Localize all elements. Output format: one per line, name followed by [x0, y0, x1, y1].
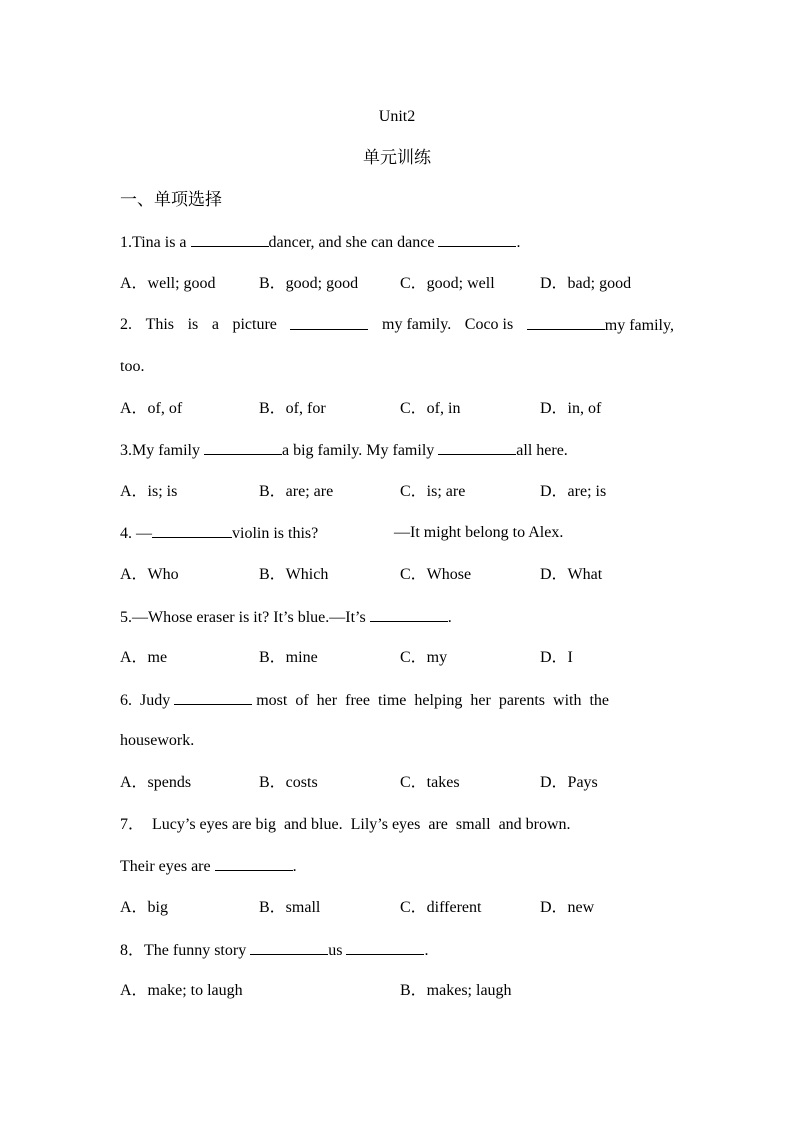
q4-text-2: violin is this? — [232, 525, 319, 542]
q7-option-b: B．small — [259, 899, 321, 916]
q5-option-c: C．my — [400, 649, 448, 666]
q5-option-b: B．mine — [259, 649, 318, 666]
q4-option-a: A．Who — [120, 566, 179, 583]
q4-option-c: C．Whose — [400, 566, 472, 583]
q3-option-a: A．is; is — [120, 483, 178, 500]
q7-text-1: Their eyes are — [120, 858, 211, 875]
q5-option-a: A．me — [120, 649, 168, 666]
question-7: 7． Lucy’s eyes are big and blue. Lily’s eyes are small and brown. — [120, 816, 571, 833]
q4-answer-line: —It might belong to Alex. — [394, 524, 564, 541]
q3-blank-2 — [438, 440, 516, 455]
q6-continuation: housework. — [120, 732, 195, 749]
question-6 — [120, 690, 674, 711]
page-subtitle: 单元训练 — [363, 148, 431, 167]
question-1 — [120, 232, 520, 253]
q8-text-1: 8．The funny story — [120, 942, 247, 959]
q6-option-c: C．takes — [400, 774, 460, 791]
q7-continuation — [120, 856, 297, 877]
q4-text-1: 4. — — [120, 525, 152, 542]
q2-word: 2. — [120, 316, 132, 333]
q8-option-b: B．makes; laugh — [400, 982, 512, 999]
q2-text-end: my family, — [604, 317, 674, 334]
q8-text-3: . — [424, 942, 429, 959]
q2-option-d: D．in, of — [540, 400, 602, 417]
q1-text-3: . — [516, 234, 521, 251]
q1-option-c: C．good; well — [400, 275, 495, 292]
q3-text-2: a big family. My family — [282, 442, 435, 459]
q6-option-a: A．spends — [120, 774, 192, 791]
question-4 — [120, 523, 318, 544]
q7-text-2: . — [292, 858, 297, 875]
q3-option-c: C．is; are — [400, 483, 466, 500]
q1-option-a: A．well; good — [120, 275, 216, 292]
q2-word: This — [145, 316, 175, 333]
page-title: Unit2 — [378, 108, 416, 125]
question-3 — [120, 440, 568, 461]
q7-option-d: D．new — [540, 899, 595, 916]
q2-text-mid: my family. — [382, 316, 452, 333]
q7-blank — [215, 856, 293, 871]
q4-option-d: D．What — [540, 566, 603, 583]
q5-option-d: D．I — [540, 649, 573, 666]
q7-option-c: C．different — [400, 899, 482, 916]
q5-blank — [370, 607, 448, 622]
question-2 — [120, 315, 674, 336]
q1-option-b: B．good; good — [259, 275, 359, 292]
q2-word: picture — [232, 316, 277, 333]
q1-text-1: 1.Tina is a — [120, 234, 187, 251]
q2-blank-2 — [527, 315, 605, 330]
q7-option-a: A．big — [120, 899, 169, 916]
section-heading: 一、单项选择 — [120, 190, 222, 209]
q2-option-b: B．of, for — [259, 400, 326, 417]
q6-blank — [174, 690, 252, 705]
q3-blank-1 — [204, 440, 282, 455]
q2-text-coco: Coco is — [464, 316, 514, 333]
question-5 — [120, 607, 452, 628]
q2-blank-1 — [290, 315, 368, 330]
q6-text-2: most of her free time helping her parents with the — [256, 692, 610, 709]
q3-option-b: B．are; are — [259, 483, 334, 500]
q2-option-a: A．of, of — [120, 400, 183, 417]
q1-blank-2 — [438, 232, 516, 247]
q5-text-2: . — [447, 609, 452, 626]
q1-blank-1 — [191, 232, 269, 247]
q8-blank-2 — [346, 940, 424, 955]
q3-option-d: D．are; is — [540, 483, 607, 500]
question-8 — [120, 940, 428, 961]
q4-option-b: B．Which — [259, 566, 329, 583]
q4-blank — [152, 523, 232, 538]
q2-word: a — [211, 316, 219, 333]
q2-continuation: too. — [120, 358, 145, 375]
q6-text-1: 6. Judy — [120, 692, 171, 709]
q1-option-d: D．bad; good — [540, 275, 632, 292]
q8-text-2: us — [328, 942, 343, 959]
q8-blank-1 — [250, 940, 328, 955]
q2-word: is — [187, 316, 199, 333]
q2-option-c: C．of, in — [400, 400, 461, 417]
q6-option-d: D．Pays — [540, 774, 598, 791]
q3-text-3: all here. — [516, 442, 568, 459]
q3-text-1: 3.My family — [120, 442, 200, 459]
q1-text-2: dancer, and she can dance — [268, 234, 435, 251]
q5-text-1: 5.—Whose eraser is it? It’s blue.—It’s — [120, 609, 366, 626]
q8-option-a: A．make; to laugh — [120, 982, 243, 999]
q6-option-b: B．costs — [259, 774, 318, 791]
